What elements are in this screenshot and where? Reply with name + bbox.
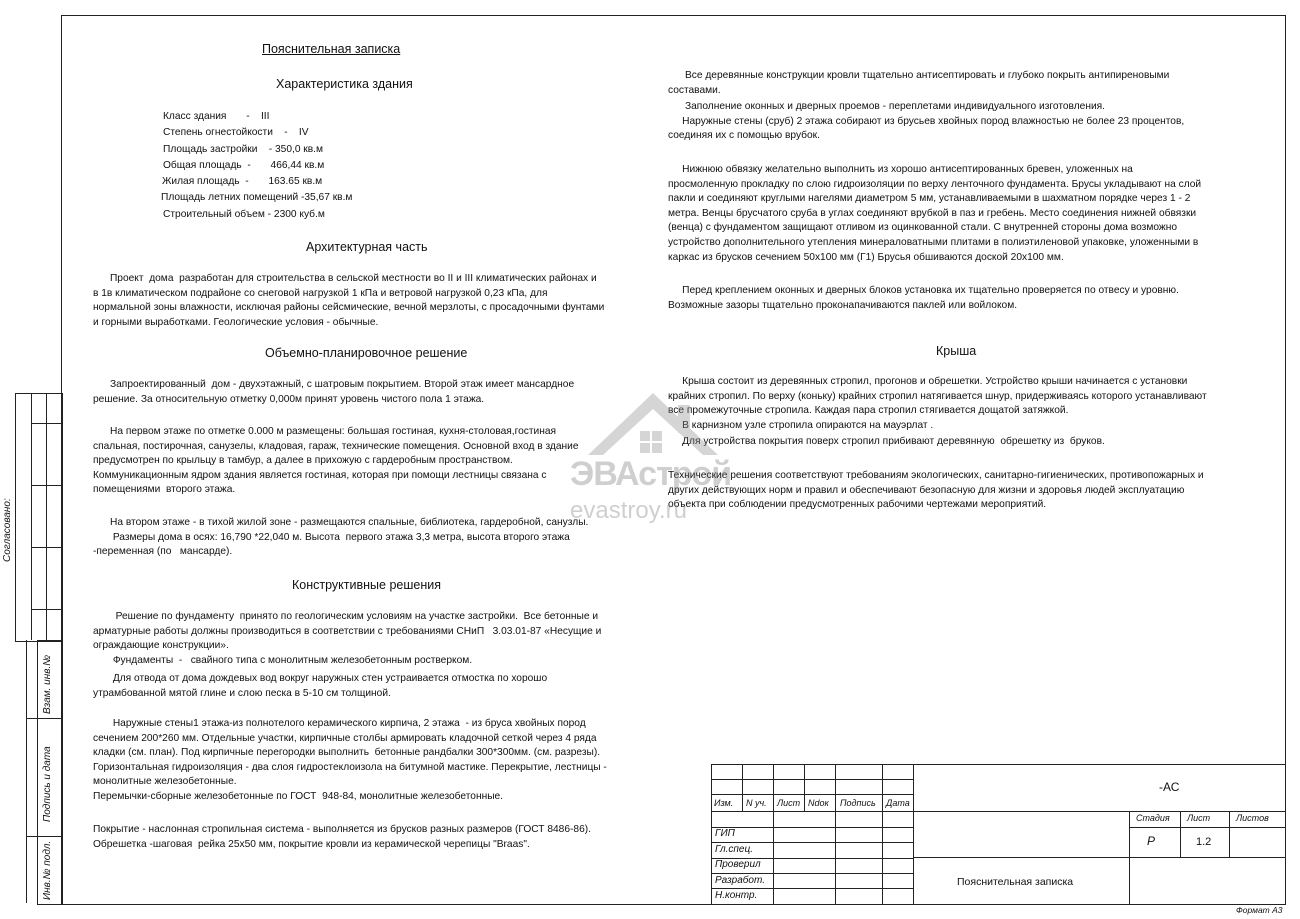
architecture-paragraph [93,272,604,330]
text-line: и горными выработками. Геологические условия - обычные. [93,316,379,328]
text-line: Решение по фундаменту принято по геологическим условиям на участке застройки. Все бетонные и [93,611,599,622]
replacement-inventory-label: Взам. инв.№ [42,654,53,714]
construction-paragraph-2 [93,672,547,701]
spec-line: Жилая площадь - 163.65 кв.м [162,176,323,188]
document-title: Пояснительная записка [957,876,1074,888]
text-line: каркас из брусков сечением 50х100 мм (Г1) Брусья обшиваются доской 20х100 мм. [668,251,1064,263]
building-specs [163,109,352,223]
text-line: Наружные стены (сруб) 2 этажа собирают из брусьев хвойных пород влажностью не более 23 процентов, [668,115,1185,127]
original-inventory-label: Инв.№ подл. [42,840,53,900]
planning-paragraph-3 [93,516,588,560]
page-title: Пояснительная записка [262,42,401,56]
right-paragraph-1 [668,69,1184,144]
text-line: ограждающие конструкции». [93,640,229,652]
text-line: Обрешетка -шаговая рейка 25х50 мм, покрытие кровли из керамической черепицы "Braas". [93,838,530,850]
sheet-label: Лист [1187,813,1211,823]
text-line: Коммуникационным ядром здания является гостиная, которая при помощи лестницы связана с [93,469,547,481]
text-line: (венца) с фундаментом защищают отливом из оцинкованной стали. С внутренней стороны дома возможно [668,222,1177,234]
text-line: Запроектированный дом - двухэтажный, с шатровым покрытием. Второй этаж имеет мансардное [93,379,575,390]
watermark-site: evastroy.ru [570,497,687,524]
project-code: -АС [1159,780,1180,794]
text-line: Наружные стены1 этажа-из полнотелого керамического кирпича, 2 этажа - из бруса хвойных пород [93,718,586,729]
text-line: Перед креплением оконных и дверных блоков установка их тщательно проверяется по отвесу и уровню. [668,285,1179,296]
construction-paragraph-3 [93,717,607,805]
spec-line: Степень огнестойкости - IV [163,127,309,139]
watermark-brand: ЭВАстрой [570,455,732,493]
text-line: крайних стропил. По верху (коньку) крайних стропил натягивается шнур, придерживаясь которого устанавливают [668,390,1207,402]
right-paragraph-2 [668,163,1201,265]
text-line: Перемычки-сборные железобетонные по ГОСТ 948-84, монолитные железобетонные. [93,790,504,802]
planning-paragraph-2 [93,425,579,498]
text-line: Технические решения соответствуют требованиям экологических, санитарно-гигиенических, противопожарных и [668,470,1204,481]
col-header-sheet: Лист [777,798,801,808]
stage-label: Стадия [1136,813,1170,823]
col-header-doc: Ndок [808,798,829,808]
sheets-label: Листов [1236,813,1269,823]
roof-heading: Крыша [936,344,977,358]
text-line: Проект дома разработан для строительства в сельской местности во II и III климатических районах и [93,273,597,284]
text-line: объекта при соблюдении предусмотренных рабочими чертежами мероприятий. [668,499,1047,511]
text-line: утрамбованной мятой глине и слою песка в 5-10 см толщиной. [93,687,391,699]
text-line: На втором этаже - в тихой жилой зоне - размещаются спальные, библиотека, гардеробной, санузлы. [93,517,589,528]
text-line: Покрытие - наслонная стропильная система - выполняется из брусков разных размеров (ГОСТ 8486-86). [93,824,591,835]
spec-line: Площадь застройки - 350,0 кв.м [163,143,324,155]
text-line: Для отвода от дома дождевых вод вокруг наружных стен устраивается отмостка по хорошо [93,673,548,684]
text-line: спальная, постирочная, санузелы, кладовая, гараж, технические помещения. Основной вход в здание [93,440,579,452]
role-developed: Разработ. [715,875,765,886]
text-line: Все деревянные конструкции кровли тщательно антисептировать и глубоко покрыть антипиреновыми [668,70,1170,81]
signature-date-label: Подпись и дата [42,746,53,822]
text-line: кладки (см. план). Под кирпичные перегородки выполнить бетонные рандбалки 300*300мм. (см. разрезы). [93,747,601,759]
text-line: На первом этаже по отметке 0.000 м размещены: большая гостиная, кухня-столовая,гостиная [93,426,557,437]
text-line: все промежуточные стропила. Каждая пара стропил стягивается дощатой затяжкой. [668,405,1069,417]
text-line: Возможные зазоры тщательно проконапачиваются паклей или войлоком. [668,299,1018,311]
text-line: соединяя их с помощью врубок. [668,130,820,142]
spec-line: Площадь летних помещений -35,67 кв.м [161,192,353,204]
role-checked: Проверил [715,859,761,870]
construction-paragraph-4 [93,823,591,852]
text-line: арматурные работы должны производиться в соответствии с требованиями СНиП 3.03.01-87 «Несущие и [93,625,602,637]
text-line: Горизонтальная гидроизоляция - два слоя гидростеклоизола на битумной мастике. Перекрытие, лестницы - [93,761,607,773]
watermark-logo [568,385,738,535]
planning-heading: Объемно-планировочное решение [265,346,468,360]
sheet-value: 1.2 [1196,836,1212,848]
text-line: пакли и соединяют круглыми нагелями диаметром 5 мм, устанавливаемыми в шахматном порядке через 1 - 2 [668,193,1191,205]
role-norm-control: Н.контр. [715,890,758,901]
right-paragraph-3 [668,284,1179,313]
text-line: в 1в климатическом подрайоне со снеговой нагрузкой 1 кПа и ветровой нагрузкой 0,23 кПа, для [93,287,548,299]
text-line: Для устройства покрытия поверх стропил прибивают деревянную обрешетку из бруков. [668,436,1105,448]
planning-paragraph-1 [93,378,574,407]
text-line: -переменная (по мансарде). [93,546,233,558]
text-line: нормальной зоны влажности, исключая районы сейсмические, вечной мерзлоты, с просадочными фунтами [93,302,605,314]
paper-format: Формат А3 [1236,905,1283,915]
text-line: решение. За относительную отметку 0,000м принят уровень чистого пола 1 этажа. [93,393,485,405]
text-line: Крыша состоит из деревянных стропил, прогонов и обрешетки. Устройство крыши начинается с установки [668,376,1188,387]
stage-value: Р [1147,834,1156,848]
spec-line: Строительный объем - 2300 куб.м [163,208,325,220]
text-line: просмоленную прокладку по слою гидроизоляции по верху ленточного фундамента. Брусы укладывают на слой [668,178,1202,190]
text-line: сечением 200*260 мм. Отдельные участки, кирпичные столбы армировать кладочной сеткой через 4 ряда [93,732,597,744]
text-line: предусмотрен по крыльцу в тамбур, а далее в прихожую с гардеробным пространством. [93,455,513,467]
role-chief-specialist: Гл.спец. [715,844,753,855]
text-line: устройство дополнительного утепления минераловатными плитами в полиэтиленовой упаковке, уложенными в [668,236,1199,248]
strip-grid [15,393,62,641]
construction-heading: Конструктивные решения [292,578,441,592]
col-header-change: Изм. [714,798,734,808]
text-line: В карнизном узле стропила опираются на мауэрлат . [668,419,934,431]
role-chief-engineer: ГИП [715,828,735,839]
text-line: Заполнение оконных и дверных проемов - переплетами индивидуального изготовления. [668,101,1106,113]
roof-paragraph [668,375,1207,450]
building-heading: Характеристика здания [276,77,413,91]
text-line: монолитные железобетонные. [93,776,237,788]
spec-line: Общая площадь - 466,44 кв.м [163,159,325,171]
house-roof-icon [568,385,738,465]
spec-line: Класс здания - III [163,111,270,122]
col-header-signature: Подпись [840,798,876,808]
col-header-item: N уч. [746,798,767,808]
text-line: Размеры дома в осях: 16,790 *22,040 м. Высота первого этажа 3,3 метра, высота второго этажа [93,531,570,543]
text-line: составами. [668,84,721,96]
agreed-label: Согласовано: [2,498,13,562]
architecture-heading: Архитектурная часть [306,240,428,254]
col-header-date: Дата [886,798,910,808]
text-line: Фундаменты - свайного типа с монолитным железобетонным ростверком. [93,654,473,666]
text-line: помещениями второго этажа. [93,484,236,496]
construction-paragraph-1 [93,610,601,668]
text-line: метра. Венцы брусчатого сруба в углах соединяют врубкой в паз и гребень. Место соединения нижней обвязки [668,207,1197,219]
text-line: других действующих норм и правил и обеспечивают безопасную для жизни и здоровья людей эксплуатацию [668,484,1185,496]
compliance-paragraph [668,469,1204,513]
text-line: Нижнюю обвязку желательно выполнить из хорошо антисептированных бревен, уложенных на [668,164,1133,175]
